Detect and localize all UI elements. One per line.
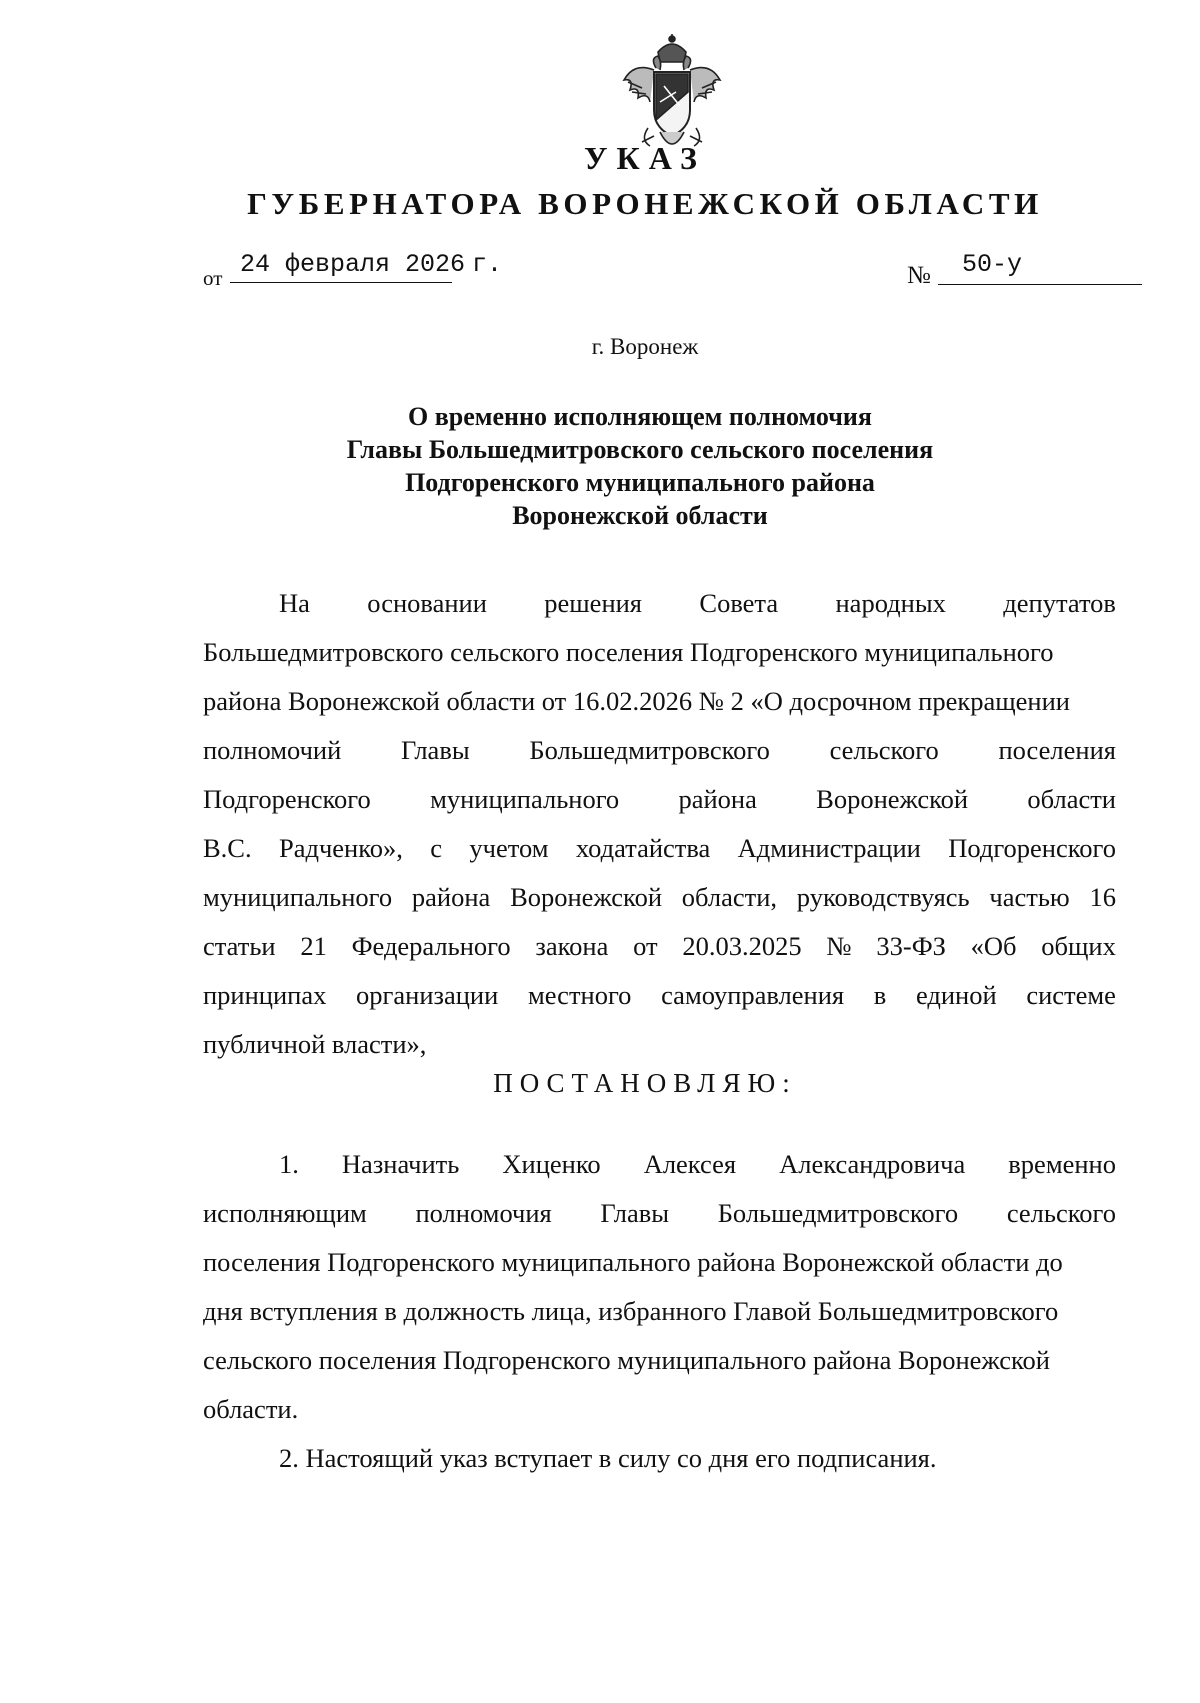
- heading-line: Воронежской области: [512, 501, 768, 530]
- item-1-word: исполняющим: [203, 1198, 367, 1228]
- item-1-word: сельского: [1006, 1198, 1116, 1228]
- preamble-word: муниципального: [203, 882, 393, 912]
- preamble-word: решения: [544, 588, 642, 618]
- preamble-word: района: [678, 784, 757, 814]
- preamble-word: 16: [1089, 882, 1116, 912]
- item-1-word: временно: [1008, 1149, 1116, 1179]
- item-1-word: дня вступления в должность лица, избранного Главой Большедмитровского: [203, 1296, 1059, 1326]
- item-1-word: Хиценко: [502, 1149, 601, 1179]
- preamble-word: принципах: [203, 980, 327, 1010]
- date-suffix: г.: [472, 250, 503, 279]
- preamble-word: общих: [1041, 931, 1116, 961]
- preamble-word: Радченко»,: [278, 833, 403, 863]
- item-1-word: полномочия: [415, 1198, 552, 1228]
- item-1-word: Александровича: [779, 1149, 966, 1179]
- document-number: 50-у: [962, 250, 1023, 279]
- number-label: №: [907, 262, 931, 289]
- preamble-line: [203, 922, 1116, 971]
- preamble-word: самоуправления: [661, 980, 845, 1010]
- preamble-line: [203, 628, 1116, 677]
- preamble-word: сельского: [829, 735, 939, 765]
- document-type-title: УКАЗ: [584, 140, 706, 176]
- preamble-word: частью: [989, 882, 1070, 912]
- item-1-word: поселения Подгоренского муниципального района Воронежской области до: [203, 1247, 1063, 1277]
- preamble-word: депутатов: [1003, 588, 1116, 618]
- preamble-word: основании: [367, 588, 487, 618]
- item-1-line: [203, 1385, 1116, 1434]
- document-heading: [0, 400, 1200, 532]
- preamble-word: Большедмитровского: [529, 735, 770, 765]
- preamble-word: муниципального: [430, 784, 620, 814]
- preamble-word: местного: [527, 980, 632, 1010]
- preamble-word: полномочий: [203, 735, 342, 765]
- preamble-word: ходатайства: [575, 833, 711, 863]
- preamble-word: В.С.: [203, 833, 252, 863]
- preamble-word: руководствуясь: [796, 882, 970, 912]
- preamble-word: системе: [1026, 980, 1116, 1010]
- preamble-line: [203, 775, 1116, 824]
- preamble-word: района: [411, 882, 491, 912]
- preamble-word: На: [279, 588, 310, 618]
- preamble-word: области: [1027, 784, 1116, 814]
- preamble-line: [203, 971, 1116, 1020]
- decree-word: ПОСТАНОВЛЯЮ:: [493, 1068, 797, 1098]
- preamble-word: «Об: [970, 931, 1017, 961]
- preamble-word: закона: [535, 931, 609, 961]
- preamble-line: [203, 726, 1116, 775]
- item-2-paragraph: [203, 1434, 1116, 1483]
- item-1-word: 1.: [279, 1149, 299, 1179]
- preamble-word: организации: [356, 980, 499, 1010]
- city: г. Воронеж: [591, 334, 699, 359]
- item-1-word: области.: [203, 1394, 299, 1424]
- heading-line: Подгоренского муниципального района: [405, 468, 875, 497]
- item-1-word: сельского поселения Подгоренского муниципального района Воронежской: [203, 1345, 1050, 1375]
- preamble-word: 20.03.2025: [682, 931, 802, 961]
- preamble-word: Большедмитровского сельского поселения Подгоренского муниципального: [203, 637, 1054, 667]
- item-1-word: Назначить: [341, 1149, 460, 1179]
- preamble-line: [203, 677, 1116, 726]
- document-date: 24 февраля 2026: [240, 250, 466, 279]
- item-1-word: Алексея: [643, 1149, 737, 1179]
- item-1-word: Главы: [600, 1198, 670, 1228]
- preamble-word: поселения: [998, 735, 1116, 765]
- item-1-line: [203, 1189, 1116, 1238]
- item-1-word: Большедмитровского: [717, 1198, 959, 1228]
- preamble-line: [203, 824, 1116, 873]
- heading-line: Главы Большедмитровского сельского поселения: [346, 435, 934, 464]
- preamble-word: от: [633, 931, 658, 961]
- preamble-word: публичной власти»,: [203, 1029, 427, 1059]
- preamble-word: с: [430, 833, 443, 863]
- preamble-word: учетом: [469, 833, 549, 863]
- preamble-word: 33-ФЗ: [876, 931, 946, 961]
- preamble-paragraph: [203, 579, 1116, 1069]
- preamble-word: Воронежской: [816, 784, 969, 814]
- item-1-line: [203, 1238, 1116, 1287]
- preamble-word: 21: [300, 931, 327, 961]
- preamble-line: [203, 579, 1116, 628]
- preamble-line: [203, 1020, 1116, 1069]
- preamble-word: Подгоренского: [203, 784, 371, 814]
- preamble-word: Главы: [401, 735, 470, 765]
- preamble-word: Федерального: [351, 931, 511, 961]
- preamble-word: Подгоренского: [948, 833, 1116, 863]
- preamble-word: района Воронежской области от 16.02.2026 № 2 «О досрочном прекращении: [203, 686, 1070, 716]
- preamble-word: Совета: [699, 588, 779, 618]
- date-prefix: от: [203, 266, 223, 290]
- preamble-line: [203, 873, 1116, 922]
- preamble-word: №: [826, 931, 852, 961]
- item-1-paragraph: [203, 1140, 1116, 1434]
- item-1-line: [203, 1287, 1116, 1336]
- preamble-word: единой: [915, 980, 997, 1010]
- issuer-title: ГУБЕРНАТОРА ВОРОНЕЖСКОЙ ОБЛАСТИ: [247, 186, 1043, 221]
- preamble-word: в: [873, 980, 887, 1010]
- preamble-word: Администрации: [737, 833, 921, 863]
- preamble-word: статьи: [203, 931, 276, 961]
- preamble-word: Воронежской: [510, 882, 663, 912]
- preamble-word: области,: [681, 882, 778, 912]
- heading-line: О временно исполняющем полномочия: [408, 402, 872, 431]
- item-1-line: [203, 1140, 1116, 1189]
- preamble-word: народных: [835, 588, 946, 618]
- item-1-line: [203, 1336, 1116, 1385]
- item-2-text: 2. Настоящий указ вступает в силу со дня его подписания.: [279, 1443, 937, 1473]
